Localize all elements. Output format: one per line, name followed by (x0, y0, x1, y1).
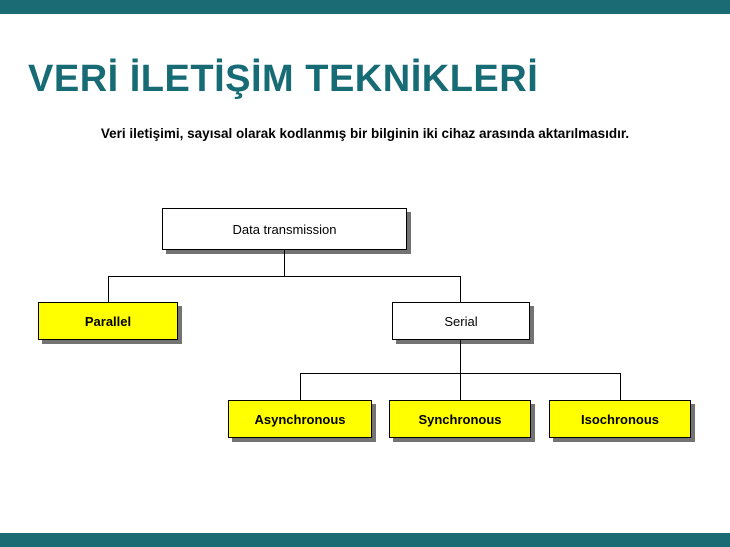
node-parallel (38, 302, 178, 340)
data-transmission-tree (0, 190, 730, 490)
edge-root-split (108, 276, 460, 277)
edge-root-stem (284, 250, 285, 276)
node-label: Serial (444, 313, 478, 329)
edge-to-synchronous (460, 373, 461, 400)
page-title: VERİ İLETİŞİM TEKNİKLERİ (28, 58, 539, 100)
node-label: Isochronous (580, 411, 659, 427)
edge-to-parallel (108, 276, 109, 302)
node-asynchronous (228, 400, 372, 438)
edge-to-isochronous (620, 373, 621, 400)
top-accent-bar (0, 0, 730, 14)
node-label: Data transmission (232, 221, 337, 237)
node-label: Synchronous (418, 411, 502, 427)
node-serial (392, 302, 530, 340)
node-synchronous (389, 400, 531, 438)
node-label: Asynchronous (254, 411, 346, 427)
edge-serial-stem (460, 340, 461, 373)
subtitle-text: Veri iletişimi, sayısal olarak kodlanmış bir bilginin iki cihaz arasında aktarılmasıdır. (100, 126, 630, 141)
node-data-transmission (162, 208, 407, 250)
edge-to-serial (460, 276, 461, 302)
bottom-accent-bar (0, 533, 730, 547)
node-label: Parallel (84, 313, 132, 329)
edge-to-asynchronous (300, 373, 301, 400)
node-isochronous (549, 400, 691, 438)
